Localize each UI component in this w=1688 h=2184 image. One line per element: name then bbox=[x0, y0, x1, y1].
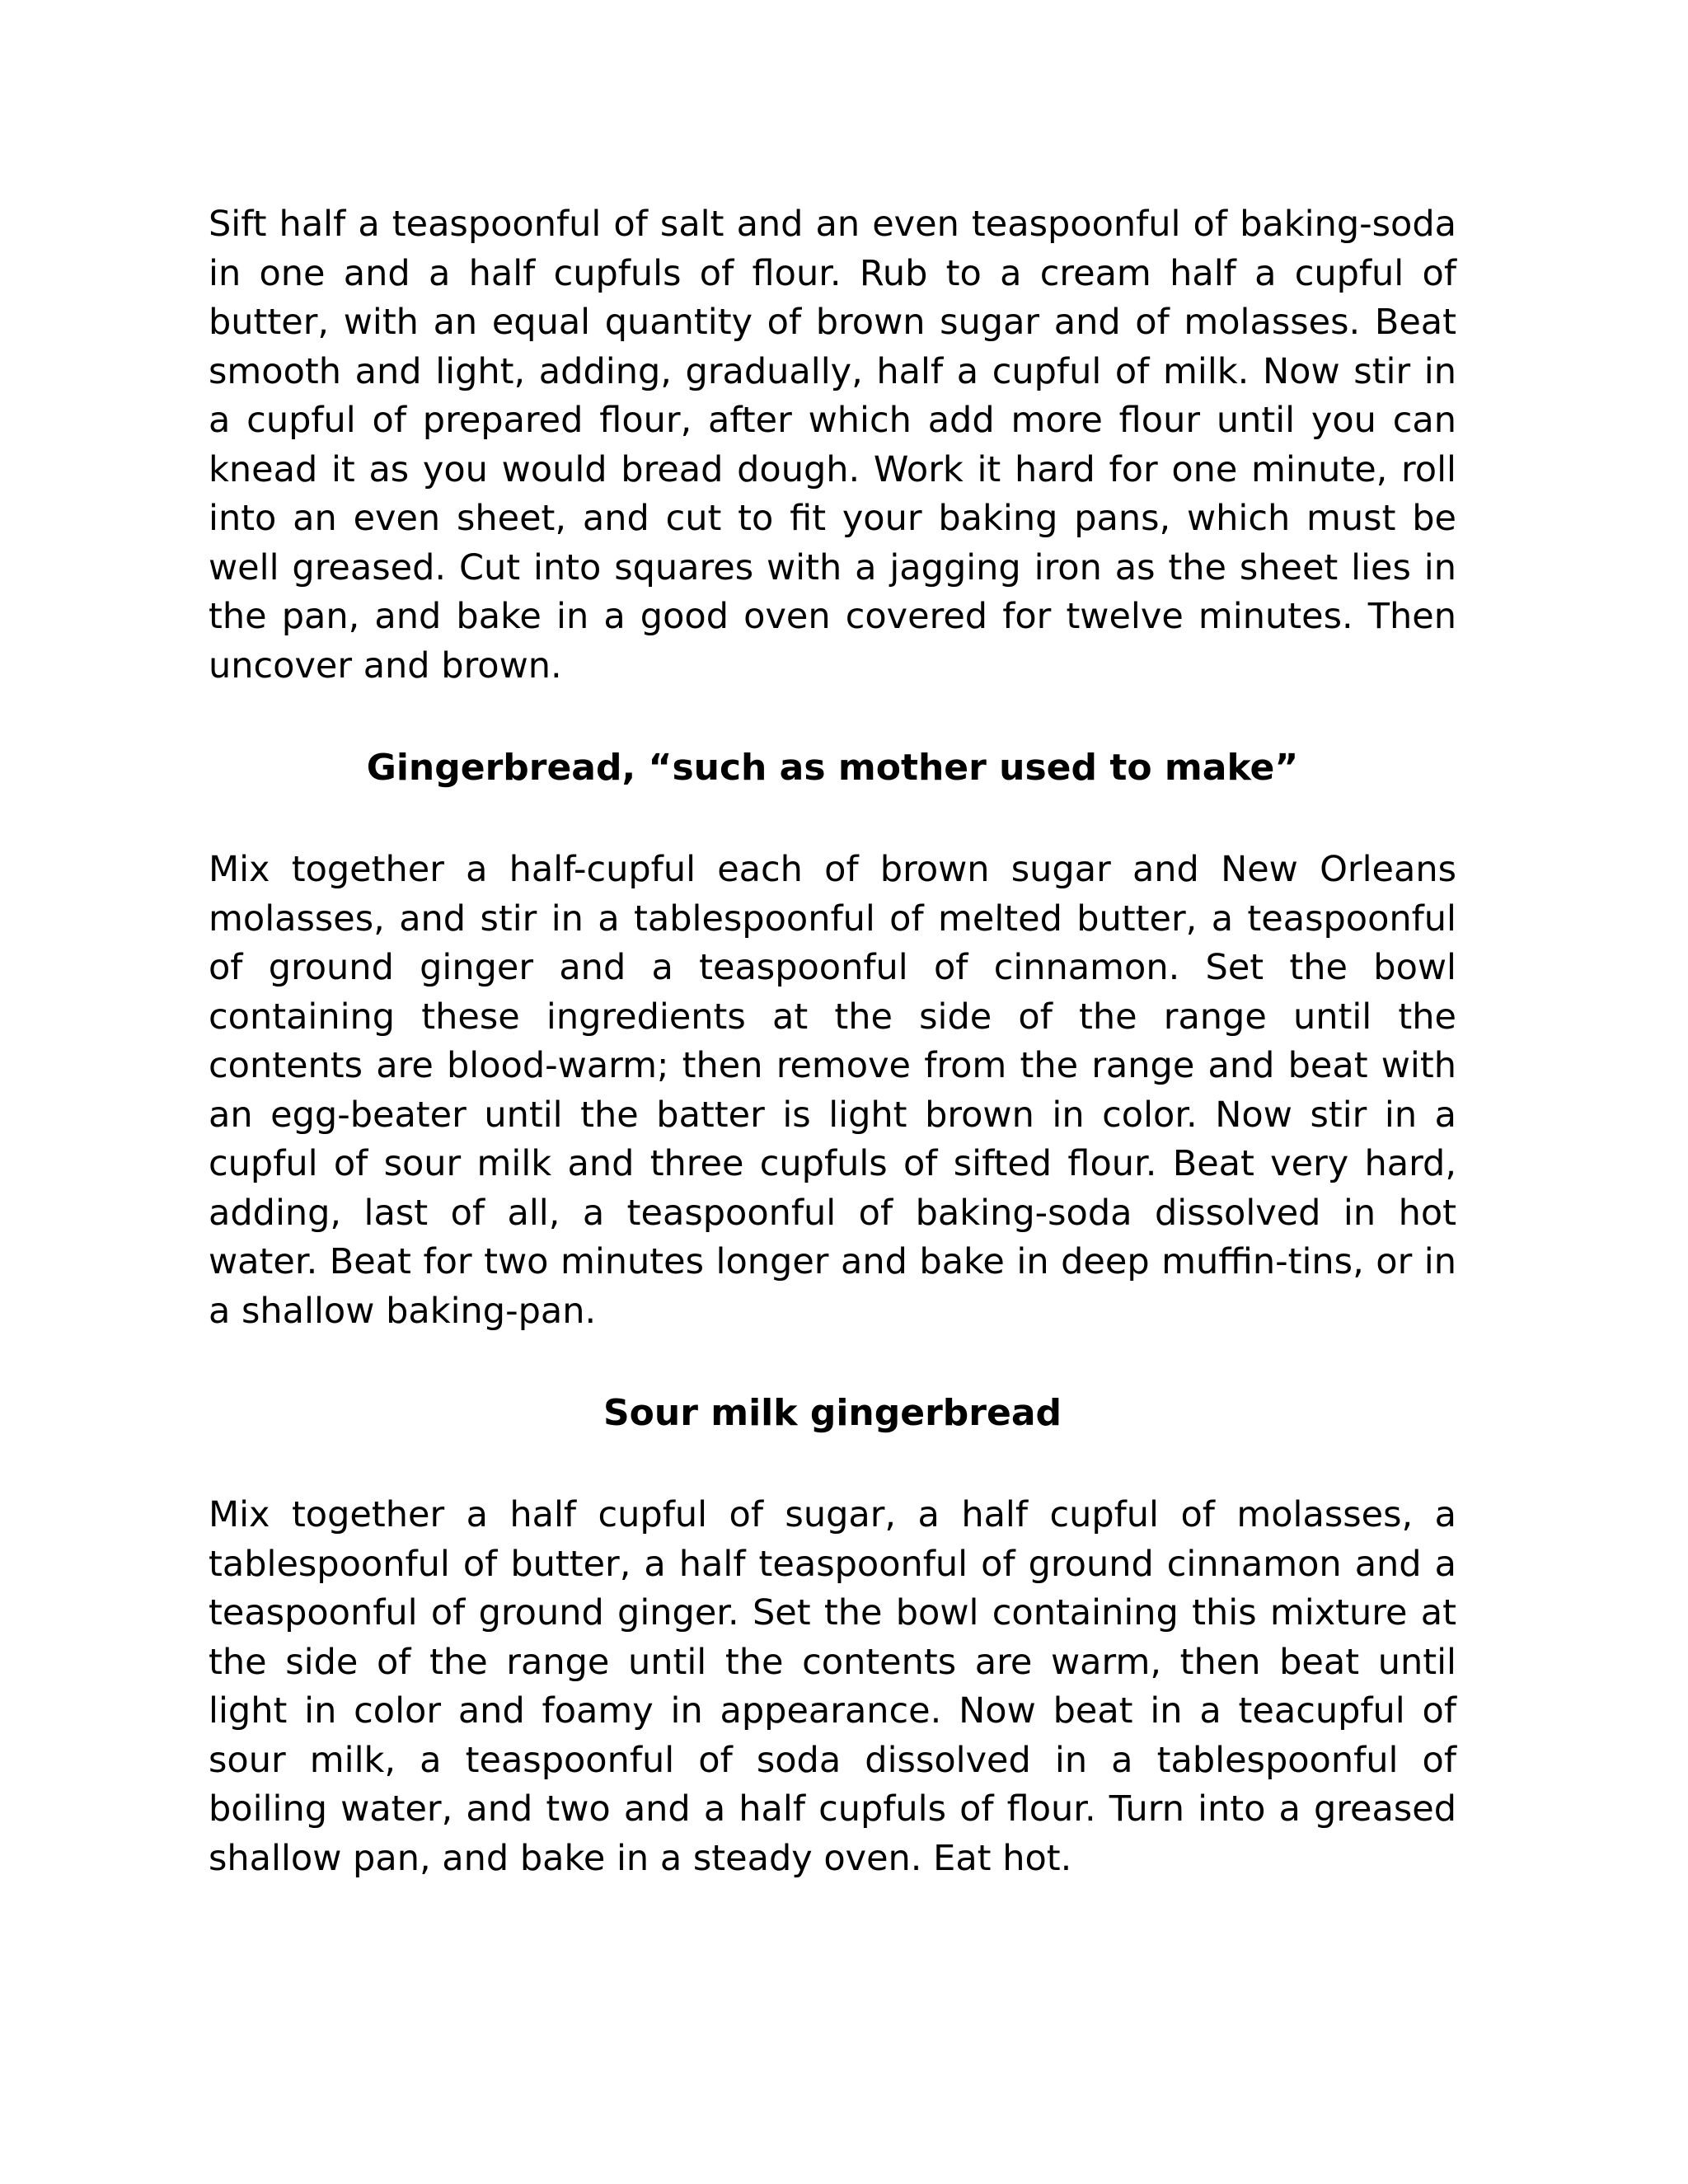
recipe-title-gingerbread-mother: Gingerbread, “such as mother used to make” bbox=[366, 747, 1299, 789]
recipe-title-sour-milk-gingerbread: Sour milk gingerbread bbox=[603, 1392, 1062, 1434]
document-page bbox=[209, 200, 1456, 1883]
recipe-body-gingerbread-mother: Mix together a half-cupful each of brown sugar and New Orleans molasses, and stir in a tablespoonful of melted butter, a teaspoonful of ground ginger and a teaspoonful of cinnamon. Set the bowl containing these ingredients at the side of the range until the contents are blood-warm; then remove from the range and beat with an egg-beater until the batter is light brown in color. Now stir in a cupful of sour milk and three cupfuls of sifted flour. Beat very hard, adding, last of all, a teaspoonful of baking-soda dissolved in hot water. Beat for two minutes longer and bake in deep muffin-tins, or in a shallow baking-pan. bbox=[209, 849, 1456, 1332]
recipe-body-sour-milk-gingerbread: Mix together a half cupful of sugar, a half cupful of molasses, a tablespoonful of butter, a half teaspoonful of ground cinnamon and a teaspoonful of ground ginger. Set the bowl containing this mixture at the side of the range until the contents are warm, then beat until light in color and foamy in appearance. Now beat in a teacupful of sour milk, a teaspoonful of soda dissolved in a tablespoonful of boiling water, and two and a half cupfuls of flour. Turn into a greased shallow pan, and bake in a steady oven. Eat hot. bbox=[209, 1494, 1456, 1879]
intro-paragraph: Sift half a teaspoonful of salt and an even teaspoonful of baking-soda in one and a half cupfuls of flour. Rub to a cream half a cupful of butter, with an equal quantity of brown sugar and of molasses. Beat smooth and light, adding, gradually, half a cupful of milk. Now stir in a cupful of prepared flour, after which add more flour until you can knead it as you would bread dough. Work it hard for one minute, roll into an even sheet, and cut to fit your baking pans, which must be well greased. Cut into squares with a jagging iron as the sheet lies in the pan, and bake in a good oven covered for twelve minutes. Then uncover and brown. bbox=[209, 204, 1456, 687]
